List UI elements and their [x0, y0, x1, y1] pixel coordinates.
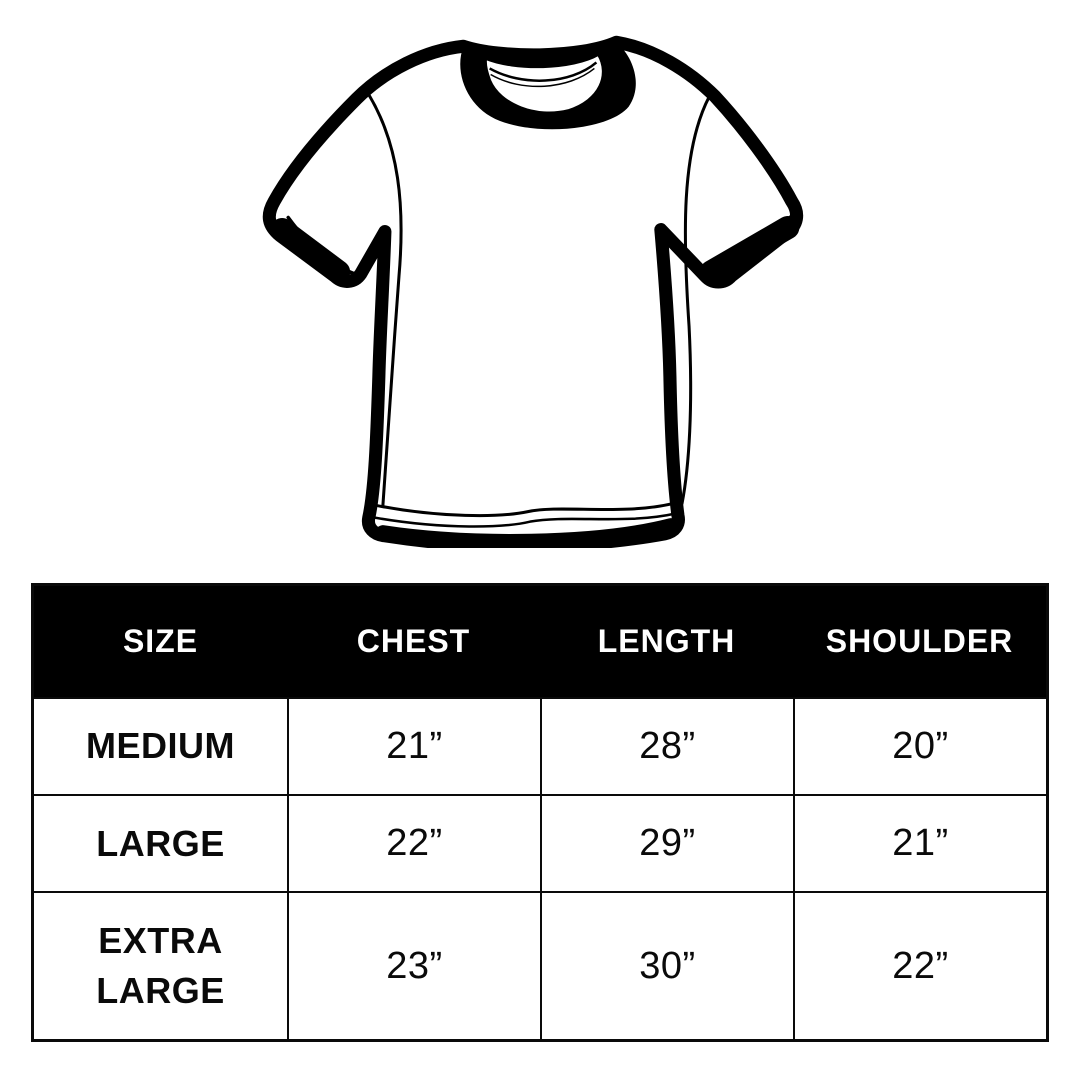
chest-value: 21” [386, 725, 443, 768]
length-value: 30” [639, 944, 696, 987]
length-cell [540, 796, 793, 891]
size-cell [34, 699, 287, 794]
column-header-chest: CHEST [356, 623, 471, 659]
table-row-extra-large [34, 891, 1046, 1039]
size-chart-table [31, 583, 1049, 1042]
chest-cell [287, 893, 540, 1039]
column-header-size: SIZE [122, 623, 199, 659]
table-header-row [34, 586, 1046, 697]
tshirt-illustration [258, 24, 822, 548]
size-name: EXTRA LARGE [96, 919, 225, 1012]
size-name: LARGE [96, 822, 225, 864]
length-cell [540, 699, 793, 794]
size-name: MEDIUM [86, 725, 235, 767]
shoulder-value: 20” [892, 725, 949, 768]
column-header-shoulder: SHOULDER [825, 623, 1014, 659]
size-cell [34, 893, 287, 1039]
shoulder-cell [793, 699, 1046, 794]
shoulder-cell [793, 796, 1046, 891]
column-header-length: LENGTH [597, 623, 736, 659]
chest-value: 22” [386, 822, 443, 865]
table-row-medium [34, 697, 1046, 794]
size-cell [34, 796, 287, 891]
length-cell [540, 893, 793, 1039]
shoulder-cell [793, 893, 1046, 1039]
length-value: 29” [639, 822, 696, 865]
shoulder-value: 21” [892, 822, 949, 865]
tshirt-front-outline-icon [258, 24, 822, 548]
table-row-large [34, 794, 1046, 891]
chest-cell [287, 699, 540, 794]
length-value: 28” [639, 725, 696, 768]
chest-cell [287, 796, 540, 891]
shoulder-value: 22” [892, 944, 949, 987]
chest-value: 23” [386, 944, 443, 987]
